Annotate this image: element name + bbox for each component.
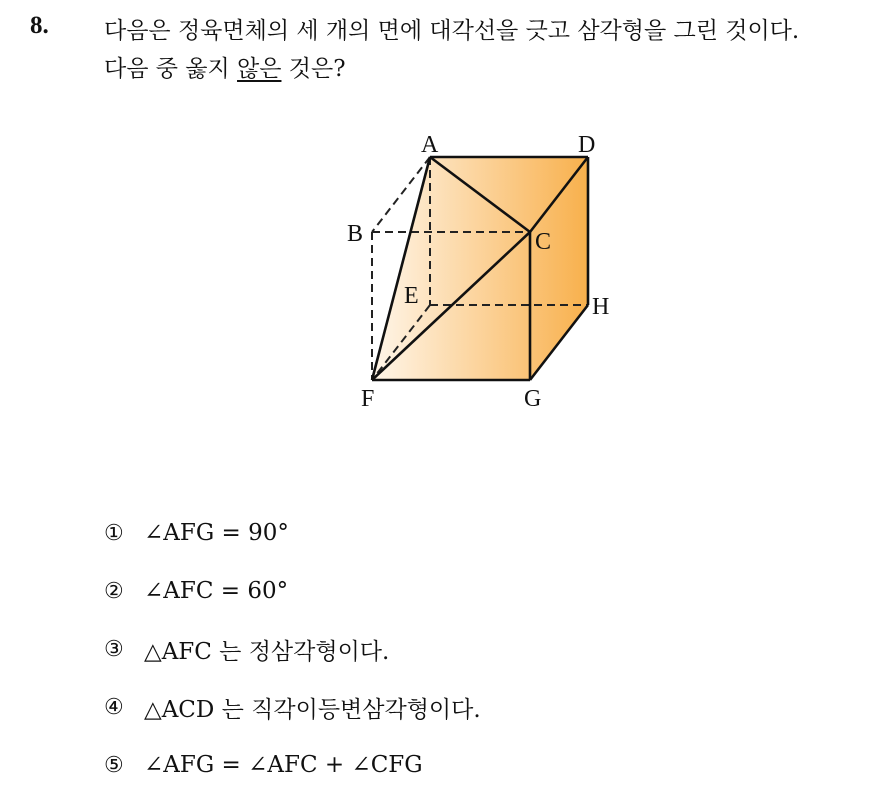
question-text (104, 12, 874, 88)
choice-5[interactable] (104, 736, 481, 794)
answer-choices (104, 504, 481, 794)
question-line-1: 다음은 정육면체의 세 개의 면에 대각선을 긋고 삼각형을 그린 것이다. (104, 18, 800, 44)
cube-figure (330, 120, 630, 420)
choice-text: ∠AFC = 60° (144, 578, 289, 604)
choice-text: ∠AFG = 90° (144, 520, 289, 546)
vertex-label-A: A (421, 132, 439, 158)
choice-marker: ④ (104, 694, 124, 720)
question-line-2 (104, 50, 874, 88)
vertex-label-C: C (535, 229, 552, 255)
question-number: 8. (30, 12, 49, 39)
choice-text: △AFC 는 정삼각형이다. (144, 638, 390, 665)
choice-text: ∠AFG = ∠AFC + ∠CFG (144, 752, 423, 778)
choice-2[interactable] (104, 562, 481, 620)
vertex-label-D: D (578, 132, 596, 158)
choice-marker: ⑤ (104, 752, 124, 778)
choice-marker: ③ (104, 636, 124, 662)
question-line-2-end: 것은? (281, 56, 346, 82)
choice-marker: ① (104, 520, 124, 546)
choice-marker: ② (104, 578, 124, 604)
underlined-word: 않은 (237, 56, 282, 82)
vertex-label-G: G (524, 386, 542, 412)
vertex-label-H: H (592, 294, 610, 320)
vertex-label-E: E (404, 283, 419, 309)
choice-text: △ACD 는 직각이등변삼각형이다. (144, 696, 481, 723)
vertex-label-B: B (347, 221, 364, 247)
choice-1[interactable] (104, 504, 481, 562)
vertex-label-F: F (361, 386, 375, 412)
question-line-2-start: 다음 중 옳지 (104, 56, 238, 82)
choice-4[interactable] (104, 678, 481, 736)
choice-3[interactable] (104, 620, 481, 678)
